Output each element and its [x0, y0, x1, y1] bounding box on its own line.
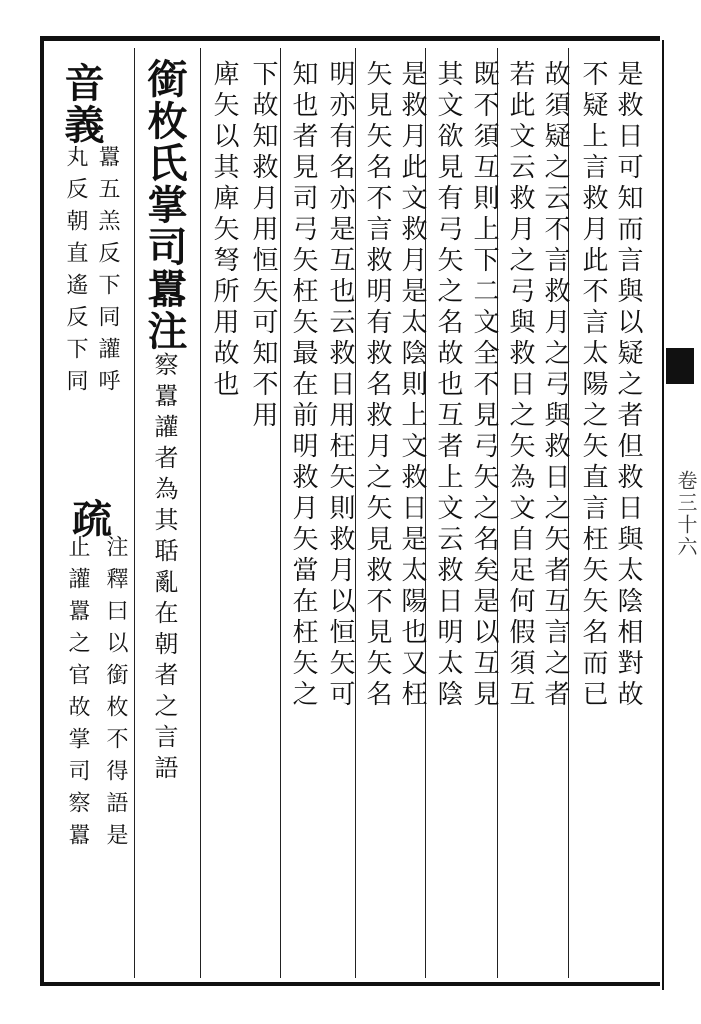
yinyi-line-2: 丸反朝直遙反下同 [63, 145, 88, 401]
text-column-10: 知也者見司弓矢枉矢最在前明救月矢當在枉矢之 [288, 60, 318, 711]
text-column-8: 矢見矢名不言救明有救名救月之矢見救不見矢名 [362, 60, 392, 711]
text-column-11: 下故知救月用恒矢可知不用 [248, 60, 278, 432]
title-column [141, 58, 187, 963]
column-divider [134, 48, 135, 978]
shu-line-2: 止讙囂之官故掌司察囂 [65, 535, 90, 855]
text-column-12: 庳矢以其庳矢弩所用故也 [209, 60, 239, 401]
column-divider [200, 48, 201, 978]
title-sub: 察囂讙者為其聒亂在朝者之言語 [150, 352, 178, 786]
page-margin-strip [662, 40, 698, 990]
text-column-5: 既不須互則上下二文全不見弓矢之名矣是以互見 [469, 60, 499, 711]
text-column-7: 是救月此文救月是太陰則上文救日是太陽也又枉 [397, 60, 427, 711]
text-column-4: 若此文云救月之弓與救日之矢為文自足何假須互 [505, 60, 535, 711]
text-column-2: 不疑上言救月此不言太陽之矢直言枉矢矢名而已 [578, 60, 608, 711]
yinyi-heading: 音義 [58, 62, 105, 146]
shu-heading: 疏 [72, 496, 112, 543]
margin-fishtail-mark [666, 348, 694, 384]
text-column-6: 其文欲見有弓矢之名故也互者上文云救日明太陰 [433, 60, 463, 711]
text-column-1: 是救日可知而言與以疑之者但救日與太陰相對故 [613, 60, 643, 711]
margin-volume-label: 卷三十六 [674, 470, 698, 558]
text-column-3: 故須疑之云不言救月之弓與救日之矢者互言之者 [540, 60, 570, 711]
shu-line-1: 注釋曰以銜枚不得語是 [103, 535, 128, 855]
yinyi-line-1: 囂五羔反下同讙呼 [95, 145, 120, 401]
title-main: 銜枚氏掌司囂注 [141, 58, 188, 352]
text-column-9: 明亦有名亦是互也云救日用枉矢則救月以恒矢可 [325, 60, 355, 711]
